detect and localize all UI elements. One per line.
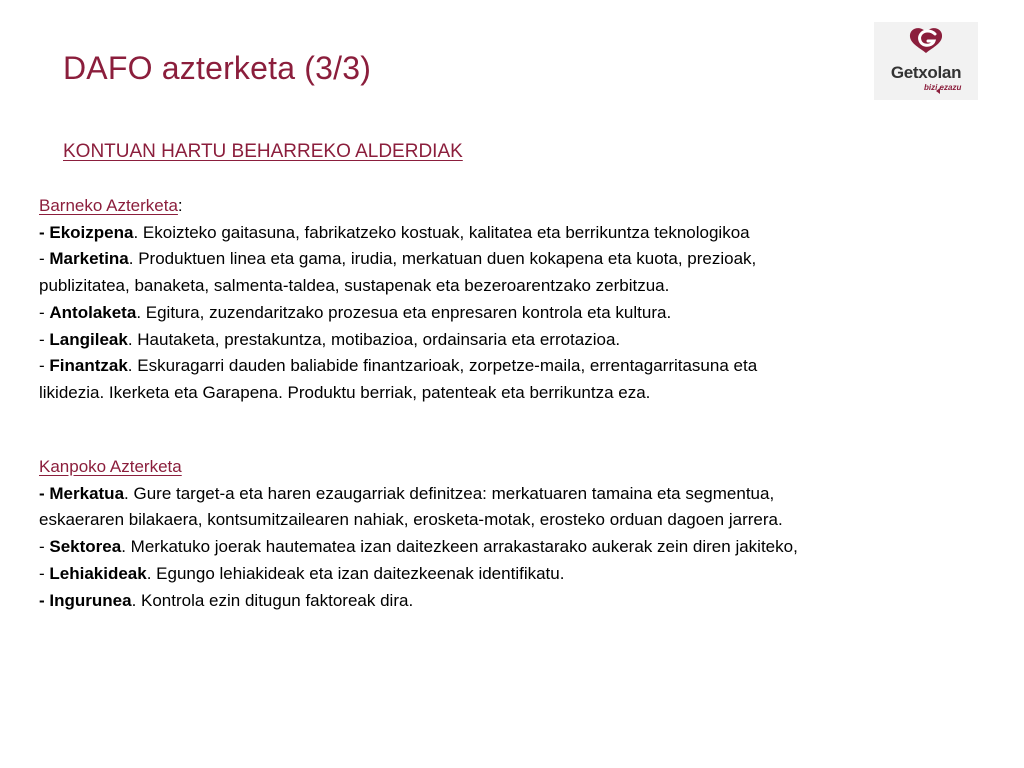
list-item: - Langileak. Hautaketa, prestakuntza, motibazioa, ordainsaria eta errotazioa. (39, 329, 621, 349)
list-item: - Antolaketa. Egitura, zuzendaritzako prozesua eta enpresaren kontrola eta kultura. (39, 302, 672, 322)
internal-heading-line (39, 193, 994, 220)
list-item: - Lehiakideak. Egungo lehiakideak eta izan daitezkeenak identifikatu. (39, 563, 565, 583)
list-item-continuation: likidezia. Ikerketa eta Garapena. Produktu berriak, patenteak eta berrikuntza eza. (39, 382, 651, 402)
list-item-continuation: publizitatea, banaketa, salmenta-taldea, sustapenak eta bezeroarentzako zerbitzua. (39, 276, 670, 296)
logo-name: Getxolan (890, 63, 962, 82)
list-item: - Ingurunea. Kontrola ezin ditugun faktoreak dira. (39, 590, 414, 610)
list-item: - Finantzak. Eskuragarri dauden baliabide finantzarioak, zorpetze-maila, errentagarritasuna eta (39, 356, 758, 376)
list-item: - Ekoizpena. Ekoizteko gaitasuna, fabrikatzeko kostuak, kalitatea eta berrikuntza teknologikoa (39, 222, 750, 242)
internal-heading: Barneko Azterketa (39, 196, 178, 215)
internal-analysis (39, 193, 994, 407)
list-item: - Merkatua. Gure target-a eta haren ezaugarriak definitzea: merkatuaren tamaina eta segmentua, (39, 483, 775, 503)
section-heading: KONTUAN HARTU BEHARREKO ALDERDIAK (63, 141, 463, 162)
internal-heading-suffix: : (177, 196, 183, 215)
list-item-continuation: eskaeraren bilakaera, kontsumitzailearen nahiak, erosketa-motak, erosteko orduan dagoen jarrera. (39, 510, 783, 530)
external-analysis (39, 454, 994, 614)
external-heading: Kanpoko Azterketa (39, 457, 182, 476)
list-item: - Marketina. Produktuen linea eta gama, irudia, merkatuan duen kokapena eta kuota, prezioak, (39, 249, 757, 269)
slide-title: DAFO azterketa (3/3) (63, 50, 372, 86)
logo-tagline: bizi ezazu (924, 83, 962, 92)
getxolan-logo (874, 22, 978, 100)
external-heading-line (39, 454, 994, 481)
list-item: - Sektorea. Merkatuko joerak hautematea izan daitezkeen arrakastarako aukerak zein diren jakiteko, (39, 537, 798, 557)
